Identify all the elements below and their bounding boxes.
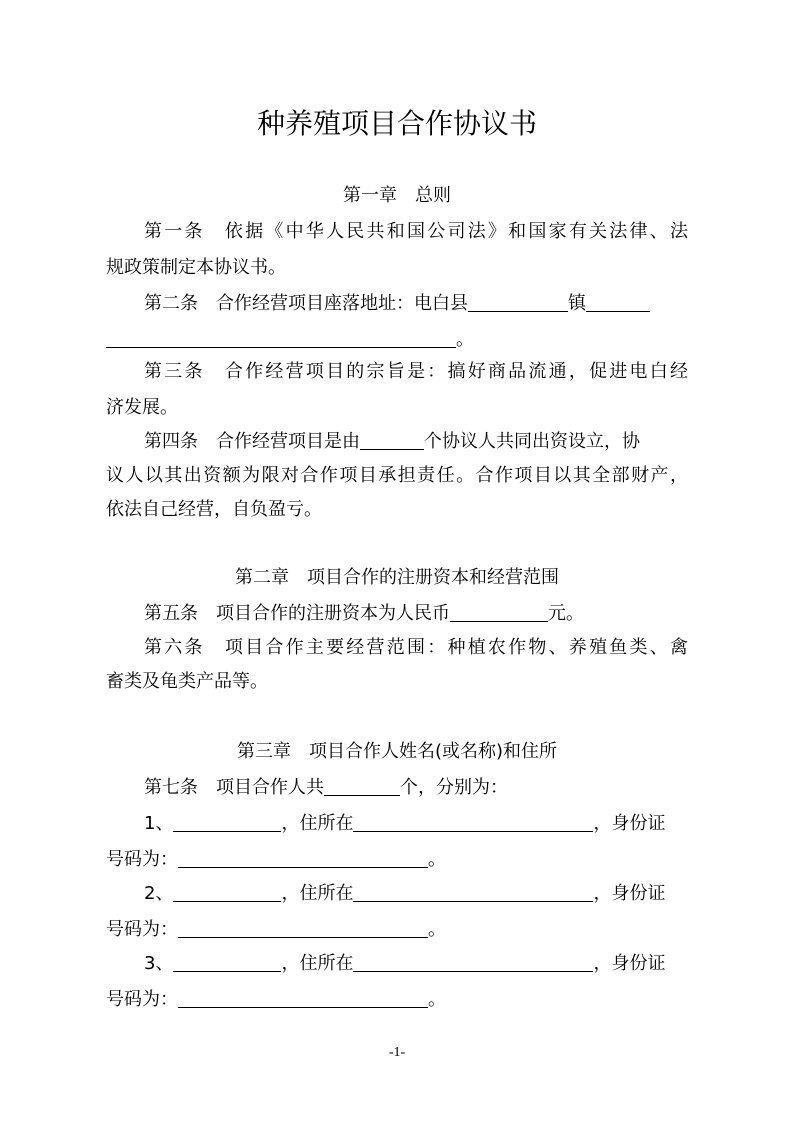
partner-3-id-text: 号码为： [106,989,178,1010]
partner-1-addr-label: ，住所在 [281,813,354,834]
article-2-lead: 第二条 合作经营项目座落地址：电白县 [144,293,468,314]
partner-2-name-blank [173,881,281,902]
article-4-line-3: 依法自己经营，自负盈亏。 [106,499,322,520]
partner-1-id-label: ，身份证 [593,813,666,834]
article-2-town: 镇 [568,293,586,314]
page-number: -1- [388,1045,406,1060]
address-blank-1 [586,291,650,312]
partner-1-addr-blank [353,811,593,832]
article-2-line-2 [106,326,474,354]
partner-3-name-blank [173,951,281,972]
partner-3-line-2 [106,986,446,1014]
partner-3-id-blank [178,987,428,1008]
partner-2-num: 2、 [144,883,174,904]
article-1-line-1: 第一条 依据《中华人民共和国公司法》和国家有关法律、法 [144,221,688,242]
partner-2-addr-blank [353,881,593,902]
article-7-lead: 第七条 项目合作人共 [144,777,324,798]
article-4-line-2: 议人以其出资额为限对合作项目承担责任。合作项目以其全部财产， [106,465,688,486]
partner-2-addr-label: ，住所在 [281,883,354,904]
partner-1-line-2 [106,846,446,874]
article-5-end: 元。 [548,603,584,624]
article-5-line-1 [144,600,584,628]
article-6-line-2: 畜类及龟类产品等。 [106,671,268,692]
partner-1-num: 1、 [144,813,174,834]
article-2-line-1 [144,290,690,318]
address-blank-2 [106,327,456,348]
partner-2-line-1 [144,880,690,908]
article-1-line-2: 规政策制定本协议书。 [106,257,286,278]
chapter-2-heading: 第二章 项目合作的注册资本和经营范围 [235,567,559,588]
article-7-end: 个，分别为： [400,777,508,798]
chapter-3-heading: 第三章 项目合作人姓名(或名称)和住所 [236,741,558,762]
partner-2-id-label: ，身份证 [593,883,666,904]
partner-3-line-1 [144,950,690,978]
capital-blank [450,601,548,622]
article-2-end: 。 [456,329,474,350]
article-3-line-1: 第三条 合作经营项目的宗旨是：搞好商品流通，促进电白经 [144,361,688,382]
partner-count-blank [360,429,424,450]
partner-3-id-label: ，身份证 [593,953,666,974]
partner-1-id-blank [178,847,428,868]
partner-3-addr-label: ，住所在 [281,953,354,974]
partner-2-line-2 [106,916,446,944]
partner-3-num: 3、 [144,953,174,974]
partner-1-id-text: 号码为： [106,849,178,870]
partner-1-end: 。 [428,849,446,870]
partner-3-end: 。 [428,989,446,1010]
document-title: 种养殖项目合作协议书 [256,107,537,140]
partner-1-name-blank [173,811,281,832]
article-3-line-2: 济发展。 [106,397,178,418]
partner-3-addr-blank [353,951,593,972]
article-4-line-1 [144,428,640,456]
article-6-line-1: 第六条 项目合作主要经营范围：种植农作物、养殖鱼类、禽 [144,637,688,658]
article-5-lead: 第五条 项目合作的注册资本为人民币 [144,603,450,624]
partner-total-blank [324,775,400,796]
partner-2-end: 。 [428,919,446,940]
partner-1-line-1 [144,810,690,838]
chapter-1-heading: 第一章 总则 [343,185,451,206]
partner-2-id-text: 号码为： [106,919,178,940]
article-7-line-1 [144,774,508,802]
town-blank [468,291,568,312]
article-4-rest: 个协议人共同出资设立，协 [424,431,640,452]
partner-2-id-blank [178,917,428,938]
article-4-lead: 第四条 合作经营项目是由 [144,431,360,452]
